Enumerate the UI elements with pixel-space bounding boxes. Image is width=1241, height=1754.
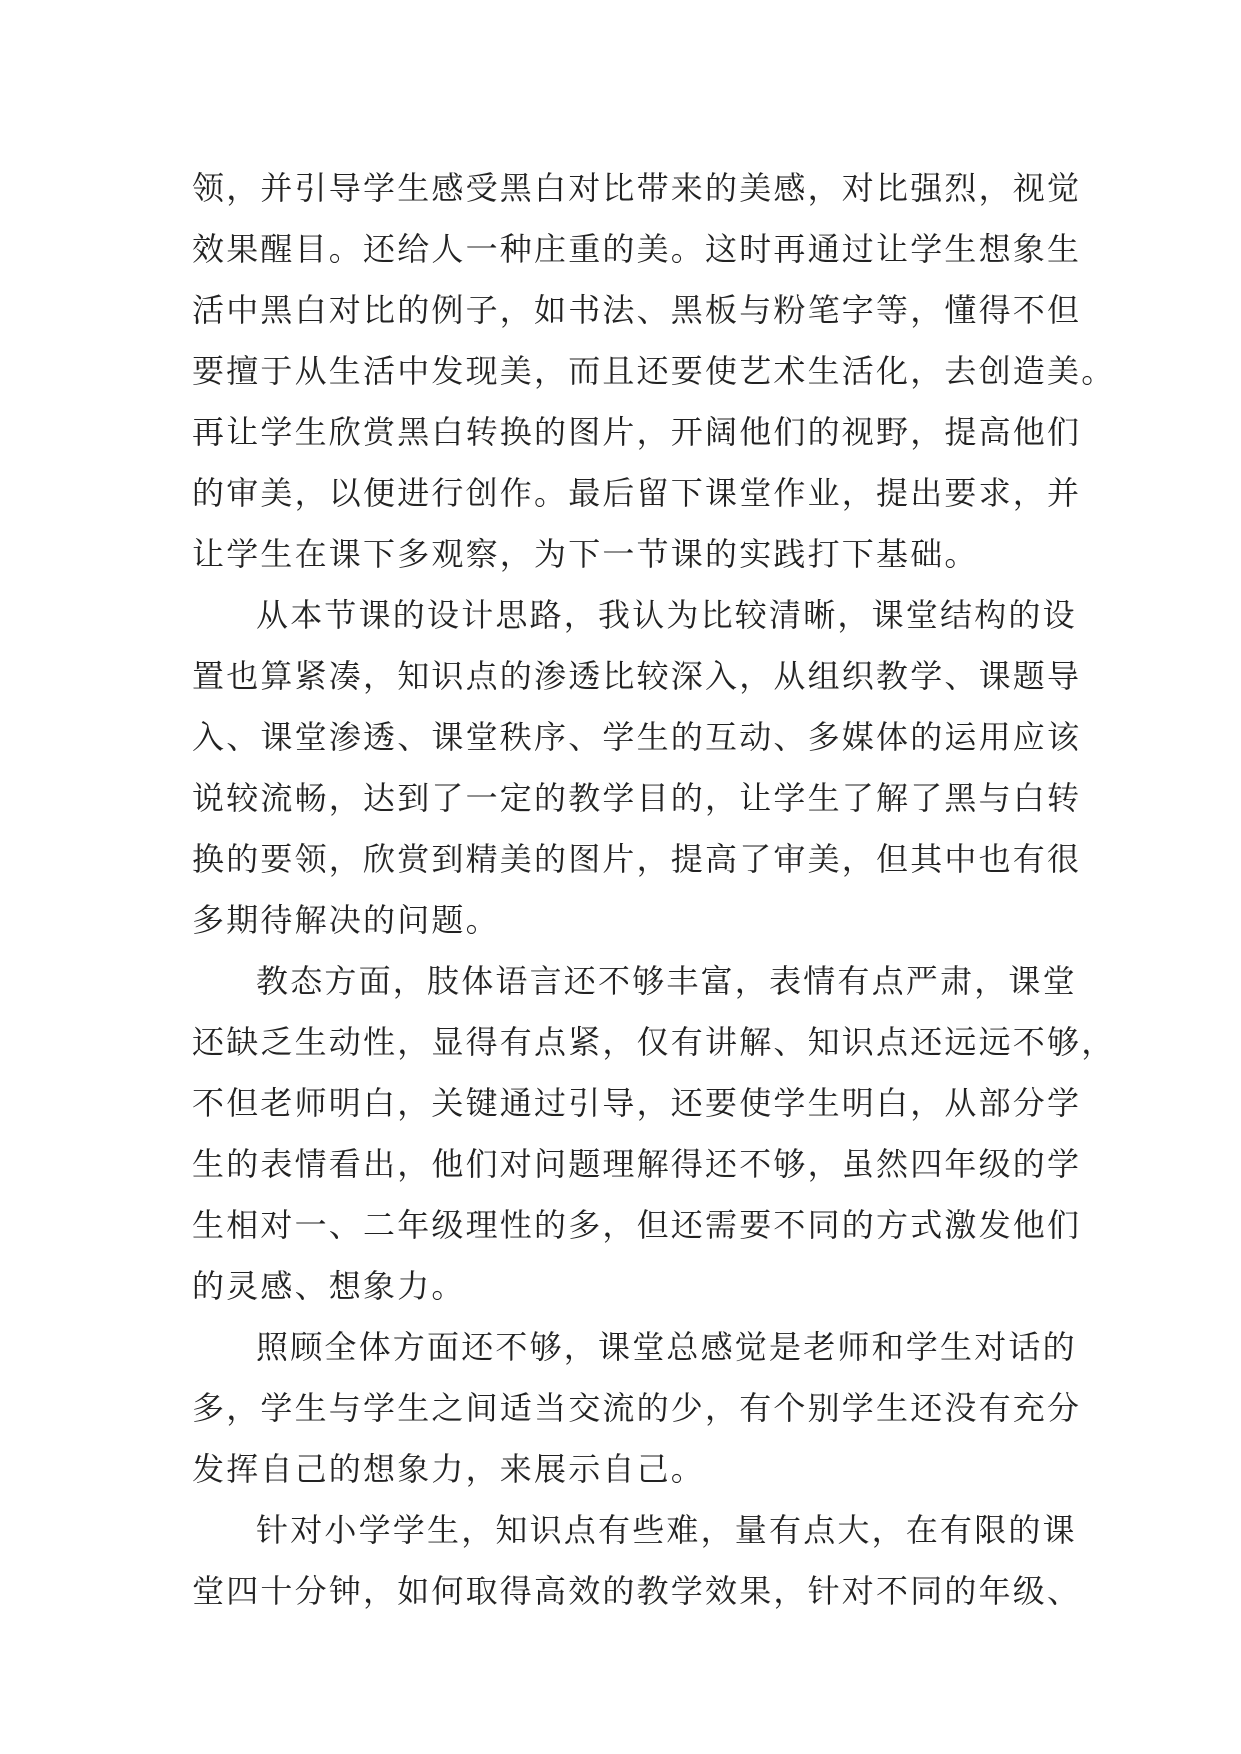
text-line: 再让学生欣赏黑白转换的图片，开阔他们的视野，提高他们 (192, 413, 1082, 451)
text-line: 的审美，以便进行创作。最后留下课堂作业，提出要求，并 (192, 474, 1082, 512)
text-line: 生相对一、二年级理性的多，但还需要不同的方式激发他们 (192, 1206, 1082, 1244)
text-line: 入、课堂渗透、课堂秩序、学生的互动、多媒体的运用应该 (192, 718, 1082, 756)
text-line: 的灵感、想象力。 (192, 1267, 466, 1305)
paragraph-4 (192, 1317, 1082, 1500)
text-line: 不但老师明白，关键通过引导，还要使学生明白，从部分学 (192, 1084, 1082, 1122)
text-line: 置也算紧凑，知识点的渗透比较深入，从组织教学、课题导 (192, 657, 1082, 695)
text-line-first: 从本节课的设计思路，我认为比较清晰，课堂结构的设 (256, 596, 1077, 634)
text-line: 要擅于从生活中发现美，而且还要使艺术生活化，去创造美。 (192, 352, 1116, 390)
paragraph-2 (192, 585, 1082, 951)
paragraph-3 (192, 951, 1116, 1317)
text-line: 多，学生与学生之间适当交流的少，有个别学生还没有充分 (192, 1389, 1082, 1427)
text-line: 换的要领，欣赏到精美的图片，提高了审美，但其中也有很 (192, 840, 1082, 878)
text-line: 生的表情看出，他们对问题理解得还不够，虽然四年级的学 (192, 1145, 1082, 1183)
text-line: 堂四十分钟，如何取得高效的教学效果，针对不同的年级、 (192, 1572, 1082, 1610)
paragraph-1 (192, 158, 1116, 585)
text-line: 说较流畅，达到了一定的教学目的，让学生了解了黑与白转 (192, 779, 1082, 817)
text-line: 领，并引导学生感受黑白对比带来的美感，对比强烈，视觉 (192, 169, 1082, 207)
text-line: 活中黑白对比的例子，如书法、黑板与粉笔字等，懂得不但 (192, 291, 1082, 329)
text-line-first: 教态方面，肢体语言还不够丰富，表情有点严肃，课堂 (256, 962, 1077, 1000)
paragraph-5 (192, 1500, 1082, 1622)
text-line: 发挥自己的想象力，来展示自己。 (192, 1450, 706, 1488)
text-line-first: 照顾全体方面还不够，课堂总感觉是老师和学生对话的 (256, 1328, 1077, 1366)
text-line: 还缺乏生动性，显得有点紧，仅有讲解、知识点还远远不够， (192, 1023, 1116, 1061)
text-line-first: 针对小学学生，知识点有些难，量有点大，在有限的课 (256, 1511, 1077, 1549)
text-line: 多期待解决的问题。 (192, 901, 500, 939)
text-line: 效果醒目。还给人一种庄重的美。这时再通过让学生想象生 (192, 230, 1082, 268)
text-line: 让学生在课下多观察，为下一节课的实践打下基础。 (192, 535, 979, 573)
document-body (192, 158, 1116, 1622)
